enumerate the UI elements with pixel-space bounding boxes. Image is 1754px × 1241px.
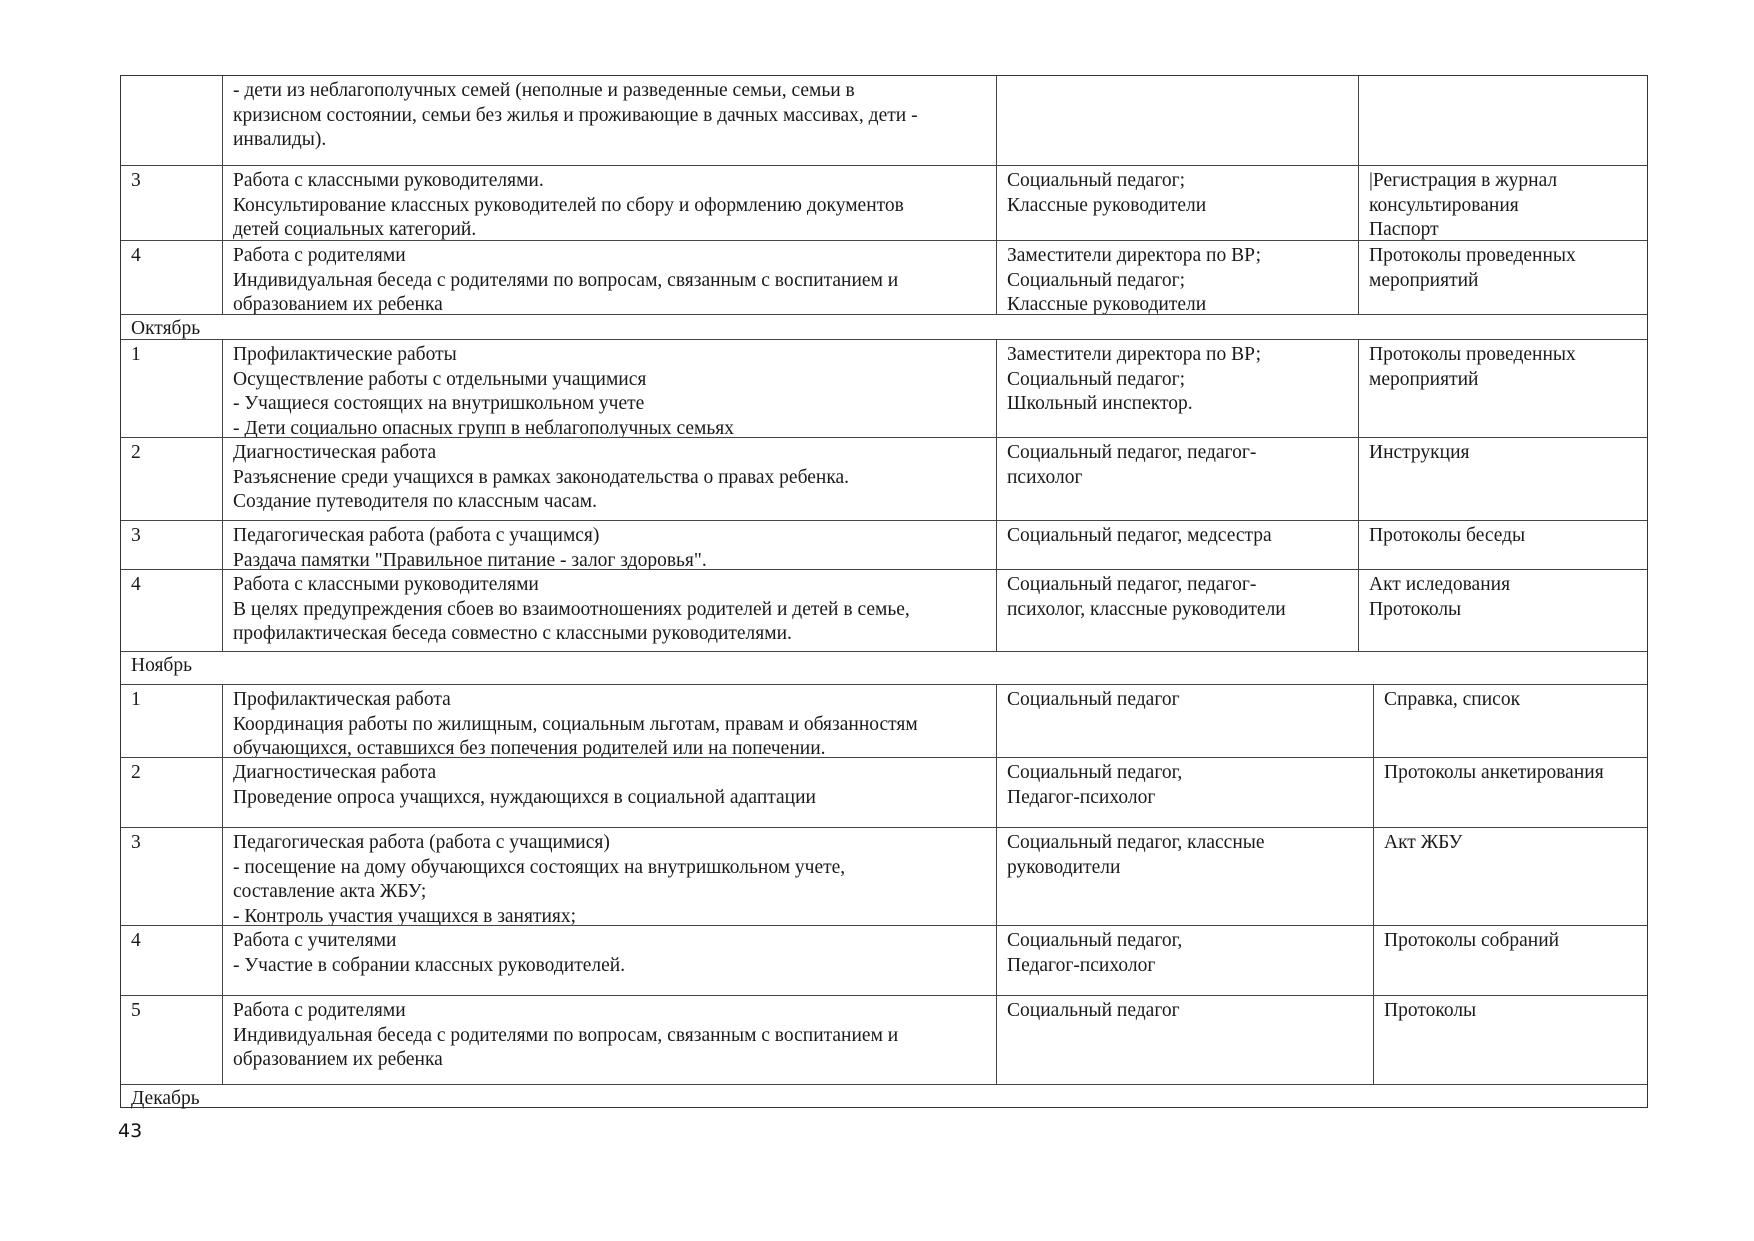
cell-line: Консультирование классных руководителей по сбору и оформлению документов <box>233 194 904 216</box>
cell-line: 3 <box>131 525 141 546</box>
result-cell <box>1358 340 1647 437</box>
result-cell <box>1358 438 1647 520</box>
cell-line: составление акта ЖБУ; <box>233 881 427 902</box>
result-cell <box>1358 166 1647 240</box>
plan-table <box>120 75 1648 1108</box>
responsible-cell <box>996 926 1373 995</box>
cell-line: 1 <box>131 689 141 710</box>
table-row <box>121 827 1647 925</box>
number-cell <box>121 758 222 827</box>
table-row <box>121 995 1647 1084</box>
cell-line: Социальный педагог <box>1007 1000 1180 1021</box>
cell-line: Классные руководители <box>1007 294 1207 314</box>
table-row <box>121 520 1647 569</box>
number-cell <box>121 926 222 995</box>
activity-cell <box>222 926 996 995</box>
cell-line: Социальный педагог, медсестра <box>1007 525 1272 546</box>
responsible-cell <box>996 340 1358 437</box>
cell-line: Протоколы собраний <box>1384 930 1560 951</box>
month-label: Ноябрь <box>131 655 192 676</box>
table-row <box>121 569 1647 651</box>
activity-cell <box>222 438 996 520</box>
number-cell <box>121 166 222 240</box>
responsible-cell <box>996 685 1373 757</box>
cell-line: Индивидуальная беседа с родителями по вопросам, связанным с воспитанием и <box>233 1024 899 1046</box>
cell-line: Паспорт <box>1369 219 1439 240</box>
table-row <box>121 339 1647 437</box>
cell-line: Педагогическая работа (работа с учащимися) <box>233 832 610 853</box>
cell-line: Работа с родителями <box>233 245 406 266</box>
cell-line: - Учащиеся состоящих на внутришкольном учете <box>233 393 645 414</box>
activity-cell <box>222 76 996 165</box>
number-cell <box>121 241 222 314</box>
cell-line: мероприятий <box>1369 368 1479 390</box>
cell-line: Социальный педагог; <box>1007 368 1186 390</box>
cell-line: Социальный педагог, педагог- <box>1007 442 1257 463</box>
table-row <box>121 437 1647 520</box>
table-row <box>121 165 1647 240</box>
cell-line: Социальный педагог, <box>1007 762 1183 783</box>
cell-line: Создание путеводителя по классным часам. <box>233 491 598 512</box>
month-label: Декабрь <box>131 1088 200 1109</box>
month-header-row <box>121 1084 1647 1108</box>
responsible-cell <box>996 438 1358 520</box>
number-cell <box>121 340 222 437</box>
cell-line: 1 <box>131 344 141 365</box>
cell-line: 4 <box>131 574 141 595</box>
responsible-cell <box>996 76 1358 165</box>
cell-line: Протоколы проведенных <box>1369 344 1576 365</box>
page-number: 43 <box>118 1120 143 1142</box>
cell-line: Работа с классными руководителями. <box>233 170 544 191</box>
cell-line: психолог, классные руководители <box>1007 598 1286 620</box>
cell-line: |Регистрация в журнал <box>1369 170 1558 191</box>
result-cell <box>1373 926 1647 995</box>
cell-line: Инструкция <box>1369 442 1470 463</box>
cell-line: - посещение на дому обучающихся состоящих на внутришкольном учете, <box>233 856 846 878</box>
number-cell <box>121 685 222 757</box>
cell-line: Проведение опроса учащихся, нуждающихся в социальной адаптации <box>233 786 816 808</box>
table-row <box>121 925 1647 995</box>
cell-line: 2 <box>131 442 141 463</box>
cell-line: образованием их ребенка <box>233 294 443 314</box>
number-cell <box>121 996 222 1084</box>
result-cell <box>1358 521 1647 569</box>
cell-line: Работа с учителями <box>233 930 397 951</box>
cell-line: Разъяснение среди учащихся в рамках законодательства о правах ребенка. <box>233 466 850 488</box>
cell-line: Заместители директора по ВР; <box>1007 344 1262 365</box>
cell-line: Социальный педагог; <box>1007 170 1186 191</box>
activity-cell <box>222 570 996 651</box>
cell-line: Работа с классными руководителями <box>233 574 539 595</box>
responsible-cell <box>996 996 1373 1084</box>
cell-line: Классные руководители <box>1007 194 1207 216</box>
cell-line: Диагностическая работа <box>233 442 437 463</box>
number-cell <box>121 570 222 651</box>
cell-line: Протоколы <box>1384 1000 1477 1021</box>
result-cell <box>1373 996 1647 1084</box>
month-label: Октябрь <box>131 318 201 339</box>
cell-line: Социальный педагог <box>1007 689 1180 710</box>
activity-cell <box>222 758 996 827</box>
cell-line: Профилактические работы <box>233 344 457 365</box>
activity-cell <box>222 521 996 569</box>
cell-line: обучающихся, оставшихся без попечения родителей или на попечении. <box>233 738 826 757</box>
cell-line: 5 <box>131 1000 141 1021</box>
cell-line: 2 <box>131 762 141 783</box>
number-cell <box>121 521 222 569</box>
number-cell <box>121 76 222 165</box>
month-header-row <box>121 314 1647 339</box>
responsible-cell <box>996 166 1358 240</box>
cell-line: 4 <box>131 245 141 266</box>
cell-line: - Контроль участия учащихся в занятиях; <box>233 905 577 925</box>
activity-cell <box>222 340 996 437</box>
activity-cell <box>222 166 996 240</box>
cell-line: 3 <box>131 832 141 853</box>
result-cell <box>1373 685 1647 757</box>
cell-line: Акт ЖБУ <box>1384 832 1463 853</box>
table-row <box>121 684 1647 757</box>
result-cell <box>1358 570 1647 651</box>
cell-line: кризисном состоянии, семьи без жилья и проживающие в дачных массивах, дети - <box>233 104 918 126</box>
cell-line: профилактическая беседа совместно с классными руководителями. <box>233 623 792 644</box>
result-cell <box>1373 758 1647 827</box>
cell-line: инвалиды). <box>233 129 327 150</box>
cell-line: детей социальных категорий. <box>233 219 477 240</box>
cell-line: Педагог-психолог <box>1007 786 1156 808</box>
activity-cell <box>222 996 996 1084</box>
table-row <box>121 757 1647 827</box>
cell-line: Школьный инспектор. <box>1007 393 1193 414</box>
cell-line: Профилактическая работа <box>233 689 451 710</box>
number-cell <box>121 438 222 520</box>
cell-line: мероприятий <box>1369 269 1479 291</box>
cell-line: Справка, список <box>1384 689 1521 710</box>
number-cell <box>121 828 222 925</box>
activity-cell <box>222 241 996 314</box>
cell-line: Диагностическая работа <box>233 762 437 783</box>
result-cell <box>1358 76 1647 165</box>
responsible-cell <box>996 241 1358 314</box>
cell-line: Акт иследования <box>1369 574 1511 595</box>
cell-line: 4 <box>131 930 141 951</box>
cell-line: Работа с родителями <box>233 1000 406 1021</box>
result-cell <box>1373 828 1647 925</box>
cell-line: консультирования <box>1369 194 1519 216</box>
cell-line: Социальный педагог, классные <box>1007 832 1265 853</box>
cell-line: 3 <box>131 170 141 191</box>
month-header-row <box>121 651 1647 684</box>
cell-line: Индивидуальная беседа с родителями по вопросам, связанным с воспитанием и <box>233 269 899 291</box>
cell-line: Координация работы по жилищным, социальным льготам, правам и обязанностям <box>233 713 918 735</box>
cell-line: - Дети социально опасных групп в неблагополучных семьях <box>233 417 734 437</box>
cell-line: В целях предупреждения сбоев во взаимоотношениях родителей и детей в семье, <box>233 598 910 620</box>
cell-line: Протоколы <box>1369 598 1462 620</box>
responsible-cell <box>996 570 1358 651</box>
cell-line: Заместители директора по ВР; <box>1007 245 1262 266</box>
cell-line: Раздача памятки "Правильное питание - залог здоровья". <box>233 549 707 569</box>
cell-line: Социальный педагог, <box>1007 930 1183 951</box>
responsible-cell <box>996 521 1358 569</box>
cell-line: Протоколы анкетирования <box>1384 762 1604 783</box>
cell-line: Социальный педагог; <box>1007 269 1186 291</box>
activity-cell <box>222 685 996 757</box>
activity-cell <box>222 828 996 925</box>
responsible-cell <box>996 828 1373 925</box>
cell-line: Педагогическая работа (работа с учащимся) <box>233 525 600 546</box>
cell-line: - дети из неблагополучных семей (неполные и разведенные семьи, семьи в <box>233 80 855 101</box>
cell-line: Осуществление работы с отдельными учащимися <box>233 368 647 390</box>
cell-line: Протоколы беседы <box>1369 525 1526 546</box>
table-row <box>121 76 1647 165</box>
cell-line: психолог <box>1007 466 1083 488</box>
result-cell <box>1358 241 1647 314</box>
table-row <box>121 240 1647 314</box>
cell-line: образованием их ребенка <box>233 1049 443 1070</box>
cell-line: Педагог-психолог <box>1007 954 1156 976</box>
cell-line: Протоколы проведенных <box>1369 245 1576 266</box>
cell-line: - Участие в собрании классных руководителей. <box>233 954 626 976</box>
responsible-cell <box>996 758 1373 827</box>
cell-line: руководители <box>1007 856 1121 878</box>
cell-line: Социальный педагог, педагог- <box>1007 574 1257 595</box>
